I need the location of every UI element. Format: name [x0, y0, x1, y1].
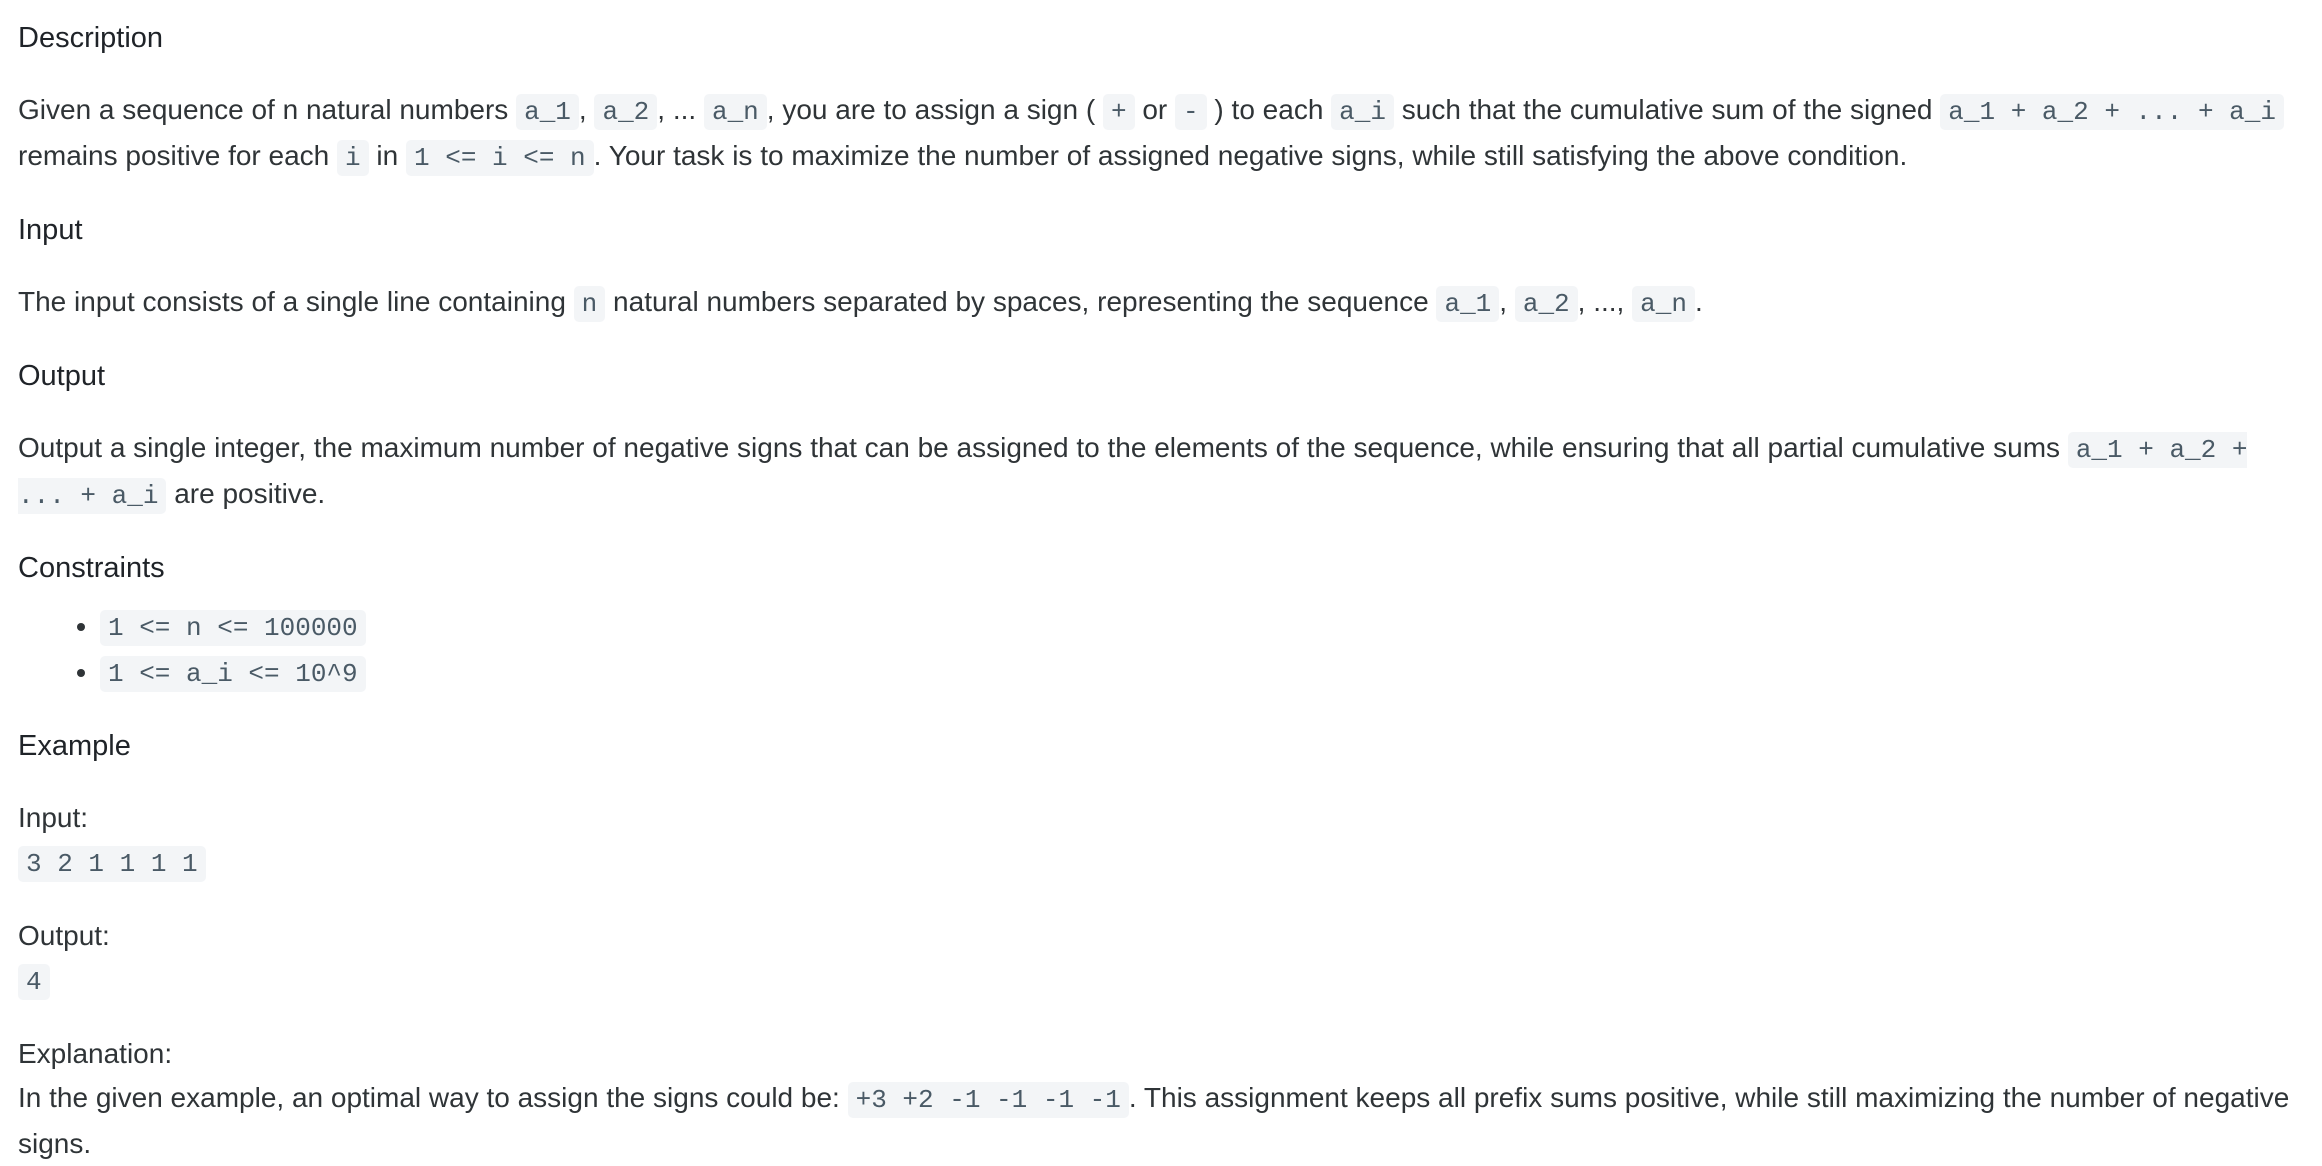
- separator-text: , ...: [657, 94, 704, 125]
- inline-code: 1 <= a_i <= 10^9: [100, 656, 366, 692]
- inline-code: a_2: [594, 94, 657, 130]
- description-text: , you are to assign a sign (: [766, 94, 1103, 125]
- inline-code: 1 <= i <= n: [406, 140, 594, 176]
- list-item: [100, 650, 2304, 696]
- description-text: remains positive for each: [18, 140, 338, 171]
- inline-code: a_2: [1515, 286, 1578, 322]
- explanation-text: . This assignment keeps all prefix sums positive, while still maximizing the number of negative signs.: [18, 1082, 2290, 1159]
- example-input-label: Input:: [18, 802, 89, 833]
- input-text: The input consists of a single line containing: [18, 286, 574, 317]
- input-heading: Input: [18, 214, 83, 246]
- example-heading: Example: [18, 730, 131, 762]
- inline-code: n: [574, 286, 606, 322]
- inline-code: a_1: [516, 94, 579, 130]
- description-text: in: [368, 140, 407, 171]
- separator-text: ,: [1499, 286, 1515, 317]
- inline-code: +: [1103, 94, 1135, 130]
- separator-text: ,: [578, 94, 595, 125]
- description-text: ) to each: [1206, 94, 1332, 125]
- inline-code: a_n: [1632, 286, 1695, 322]
- inline-code: a_i: [1331, 94, 1394, 130]
- inline-code: i: [337, 140, 369, 176]
- constraints-heading: Constraints: [18, 552, 165, 584]
- input-paragraph: [18, 280, 2304, 326]
- input-text: natural numbers separated by spaces, representing the sequence: [605, 286, 1437, 317]
- inline-code: a_1: [1436, 286, 1499, 322]
- description-text: or: [1134, 94, 1176, 125]
- inline-code: 1 <= n <= 100000: [100, 610, 366, 646]
- inline-code: -: [1175, 94, 1207, 130]
- explanation-text: In the given example, an optimal way to assign the signs could be:: [18, 1082, 848, 1113]
- inline-code: a_n: [704, 94, 767, 130]
- inline-code: a_1 + a_2 + ... + a_i: [1940, 94, 2284, 130]
- example-output-line: [18, 958, 2304, 1004]
- separator-text: , ...,: [1577, 286, 1633, 317]
- explanation-paragraph: [18, 1076, 2304, 1166]
- inline-code: +3 +2 -1 -1 -1 -1: [848, 1082, 1129, 1118]
- output-heading: Output: [18, 360, 106, 392]
- example-output-code: 4: [18, 964, 50, 1000]
- constraints-list: [18, 604, 2304, 696]
- input-text: .: [1694, 286, 1703, 317]
- example-input-line: [18, 840, 2304, 886]
- description-text: . Your task is to maximize the number of assigned negative signs, while still satisfying the above condition.: [593, 140, 1908, 171]
- description-paragraph: [18, 88, 2304, 180]
- example-output-label: Output:: [18, 920, 110, 951]
- output-paragraph: [18, 426, 2304, 518]
- example-input-code: 3 2 1 1 1 1: [18, 846, 206, 882]
- explanation-label: Explanation:: [18, 1038, 173, 1069]
- description-text: such that the cumulative sum of the signed: [1393, 94, 1941, 125]
- output-text: are positive.: [166, 478, 326, 509]
- output-text: Output a single integer, the maximum number of negative signs that can be assigned to the elements of the sequence, while ensuring that all partial cumulative sums: [18, 432, 2068, 463]
- list-item: [100, 604, 2304, 650]
- description-text: Given a sequence of n natural numbers: [18, 94, 517, 125]
- inline-code: a_1 + a_2 + ... + a_i: [18, 432, 2247, 514]
- description-heading: Description: [18, 22, 164, 54]
